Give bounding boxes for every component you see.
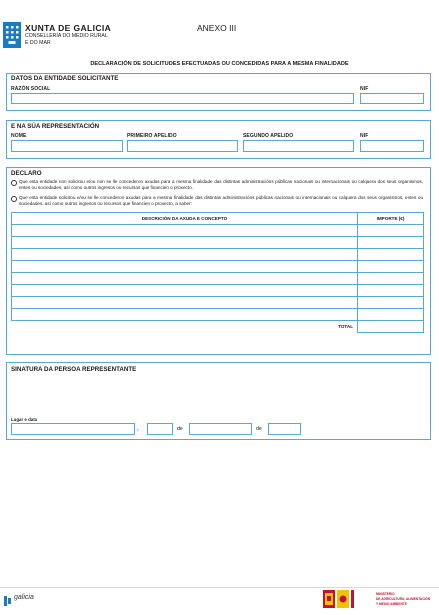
document-title: DECLARACIÓN DE SOLICITUDES EFECTUADAS OU CONCEDIDAS PARA A MESMA FINALIDADE bbox=[90, 61, 349, 67]
total-row bbox=[12, 321, 424, 333]
ministry-line-1: MINISTERIO bbox=[376, 592, 395, 596]
table-row[interactable] bbox=[12, 261, 424, 273]
total-amount-cell[interactable] bbox=[358, 321, 424, 333]
org-department: CONSELLERÍA DO MEDIO RURAL bbox=[25, 33, 108, 39]
col-amount-header: IMPORTE (€) bbox=[358, 213, 424, 225]
option2-text: Que esta entidade solicitou e/ou se lle concederon axudas para a mesma finalidade das distintas administracións públicas nacionais ou internacionais ou calquera dos seus organismos, entes ou sociedades, así como outros ingresos ou recursos que financien o proxecto, a saber: bbox=[19, 195, 423, 206]
aid-table bbox=[11, 212, 424, 333]
ministry-line-3: Y MEDIO AMBIENTE bbox=[376, 602, 407, 606]
entity-nif-field[interactable] bbox=[360, 93, 424, 104]
ministry-block bbox=[351, 590, 354, 608]
amount-cell[interactable] bbox=[358, 225, 424, 237]
description-cell[interactable] bbox=[12, 261, 358, 273]
second-surname-label: SEGUNDO APELIDO bbox=[243, 133, 294, 139]
entity-section-title: DATOS DA ENTIDADE SOLICITANTE bbox=[11, 75, 119, 82]
representative-section-title: E NA SÚA REPRESENTACIÓN bbox=[11, 123, 100, 130]
description-cell[interactable] bbox=[12, 297, 358, 309]
footer-divider bbox=[0, 587, 439, 588]
galicia-logo-text: galicia bbox=[14, 594, 34, 601]
place-field[interactable] bbox=[11, 423, 135, 435]
name-field[interactable] bbox=[11, 140, 123, 152]
first-surname-label: PRIMEIRO APELIDO bbox=[127, 133, 177, 139]
razon-social-label: RAZÓN SOCIAL bbox=[11, 86, 51, 92]
second-surname-field[interactable] bbox=[243, 140, 354, 152]
option2-radio[interactable] bbox=[11, 196, 17, 202]
first-surname-field[interactable] bbox=[127, 140, 238, 152]
total-label: TOTAL bbox=[12, 321, 358, 333]
table-row[interactable] bbox=[12, 225, 424, 237]
table-header-row bbox=[12, 213, 424, 225]
year-field[interactable] bbox=[268, 423, 301, 435]
description-cell[interactable] bbox=[12, 249, 358, 261]
spain-emblem-icon bbox=[337, 590, 349, 608]
galicia-logo-icon bbox=[4, 593, 12, 603]
amount-cell[interactable] bbox=[358, 285, 424, 297]
description-cell[interactable] bbox=[12, 285, 358, 297]
description-cell[interactable] bbox=[12, 237, 358, 249]
amount-cell[interactable] bbox=[358, 261, 424, 273]
option1-text: Que esta entidade non solicitou e/ou non se lle concederon axudas para a mesma finalidade das distintas administracións públicas nacionais ou internacionais ou calquera dos seus organismos, entes ou sociedades, así como outros ingresos ou recursos que financien o proxecto. bbox=[19, 179, 423, 190]
amount-cell[interactable] bbox=[358, 309, 424, 321]
representative-nif-label: NIF bbox=[360, 133, 369, 139]
month-field[interactable] bbox=[189, 423, 252, 435]
xunta-logo-icon bbox=[3, 22, 21, 48]
comma-separator: , bbox=[137, 426, 139, 432]
table-row[interactable] bbox=[12, 237, 424, 249]
col-description-header: DESCRICIÓN DA AXUDA E CONCEPTO bbox=[12, 213, 358, 225]
option1-radio[interactable] bbox=[11, 180, 17, 186]
de-label-2: de bbox=[256, 426, 262, 432]
table-row[interactable] bbox=[12, 297, 424, 309]
spain-coat-of-arms-icon bbox=[323, 590, 335, 608]
razon-social-field[interactable] bbox=[11, 93, 354, 104]
declaro-title: DECLARO bbox=[11, 170, 42, 177]
description-cell[interactable] bbox=[12, 225, 358, 237]
entity-nif-label: NIF bbox=[360, 86, 369, 92]
table-row[interactable] bbox=[12, 273, 424, 285]
amount-cell[interactable] bbox=[358, 249, 424, 261]
org-department-line2: E DO MAR bbox=[25, 40, 51, 46]
org-name: XUNTA DE GALICIA bbox=[25, 23, 112, 33]
annex-title: ANEXO III bbox=[197, 23, 237, 33]
description-cell[interactable] bbox=[12, 309, 358, 321]
de-label-1: de bbox=[177, 426, 183, 432]
description-cell[interactable] bbox=[12, 273, 358, 285]
table-row[interactable] bbox=[12, 249, 424, 261]
table-row[interactable] bbox=[12, 309, 424, 321]
representative-nif-field[interactable] bbox=[360, 140, 424, 152]
place-date-label: Lugar e data bbox=[11, 417, 38, 422]
name-label: NOME bbox=[11, 133, 27, 139]
amount-cell[interactable] bbox=[358, 297, 424, 309]
amount-cell[interactable] bbox=[358, 273, 424, 285]
amount-cell[interactable] bbox=[358, 237, 424, 249]
signature-title: SINATURA DA PERSOA REPRESENTANTE bbox=[11, 366, 137, 373]
ministry-line-2: DE AGRICULTURA, ALIMENTACIÓN bbox=[376, 597, 431, 601]
table-row[interactable] bbox=[12, 285, 424, 297]
day-field[interactable] bbox=[147, 423, 173, 435]
